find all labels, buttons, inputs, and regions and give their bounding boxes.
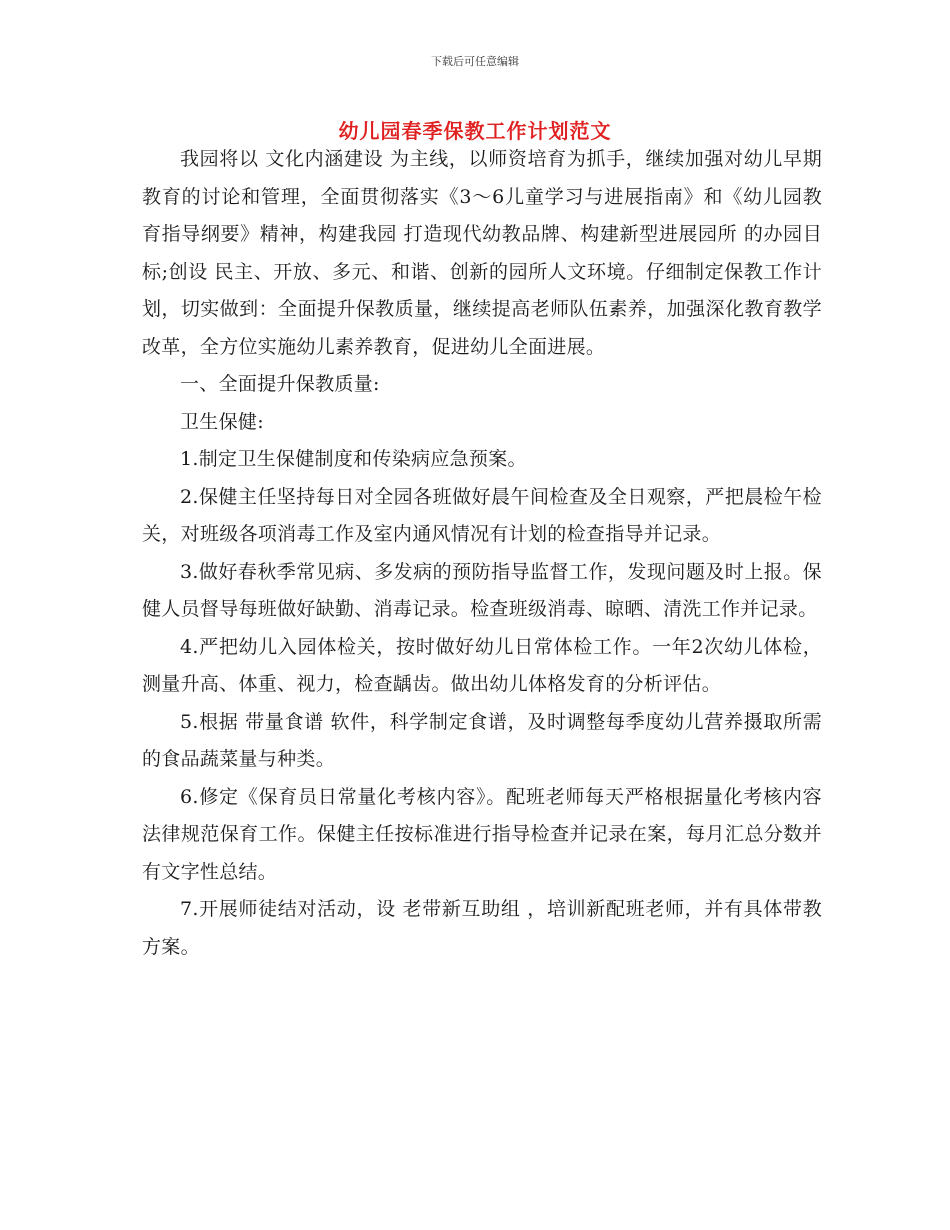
paragraph-item-7: 7.开展师徒结对活动，设 老带新互助组 ，培训新配班老师，并有具体带教方案。 [142, 898, 822, 958]
paragraph-item-2: 2.保健主任坚持每日对全园各班做好晨午间检查及全日观察，严把晨检午检关，对班级各项消毒工作及室内通风情况有计划的检查指导并记录。 [142, 485, 822, 545]
paragraph-section-heading: 一、全面提升保教质量: [180, 373, 380, 395]
paragraph-item-3: 3.做好春秋季常见病、多发病的预防指导监督工作，发现问题及时上报。保健人员督导每班做好缺勤、消毒记录。检查班级消毒、晾晒、清洗工作并记录。 [142, 560, 822, 620]
paragraph-item-6: 6.修定《保育员日常量化考核内容》。配班老师每天严格根据量化考核内容法律规范保育工作。保健主任按标准进行指导检查并记录在案，每月汇总分数并有文字性总结。 [142, 785, 822, 883]
document-body [142, 141, 822, 966]
paragraph-subheading: 卫生保健: [180, 410, 264, 433]
paragraph-item-1: 1.制定卫生保健制度和传染病应急预案。 [180, 448, 527, 470]
page-header: 下载后可任意编辑 [431, 55, 519, 68]
document-title: 幼儿园春季保教工作计划范文 [338, 119, 612, 143]
paragraph-item-4: 4.严把幼儿入园体检关，按时做好幼儿日常体检工作。一年2次幼儿体检，测量升高、体重、视力，检查龋齿。做出幼儿体格发育的分析评估。 [142, 635, 822, 695]
paragraph-item-5: 5.根据 带量食谱 软件，科学制定食谱，及时调整每季度幼儿营养摄取所需的食品蔬菜量与种类。 [142, 710, 822, 770]
paragraph-intro: 我园将以 文化内涵建设 为主线，以师资培育为抓手，继续加强对幼儿早期教育的讨论和管理，全面贯彻落实《3～6儿童学习与进展指南》和《幼儿园教育指导纲要》精神，构建我园 打造现代幼教品牌、构建新型进展园所 的办园目标;创设 民主、开放、多元、和谐、创新的园所人文环境。仔细制定保教工作计划，切实做到：全面提升保教质量，继续提高老师队伍素养，加强深化教育教学改革，全方位实施幼儿素养教育，促进幼儿全面进展。 [142, 148, 822, 358]
